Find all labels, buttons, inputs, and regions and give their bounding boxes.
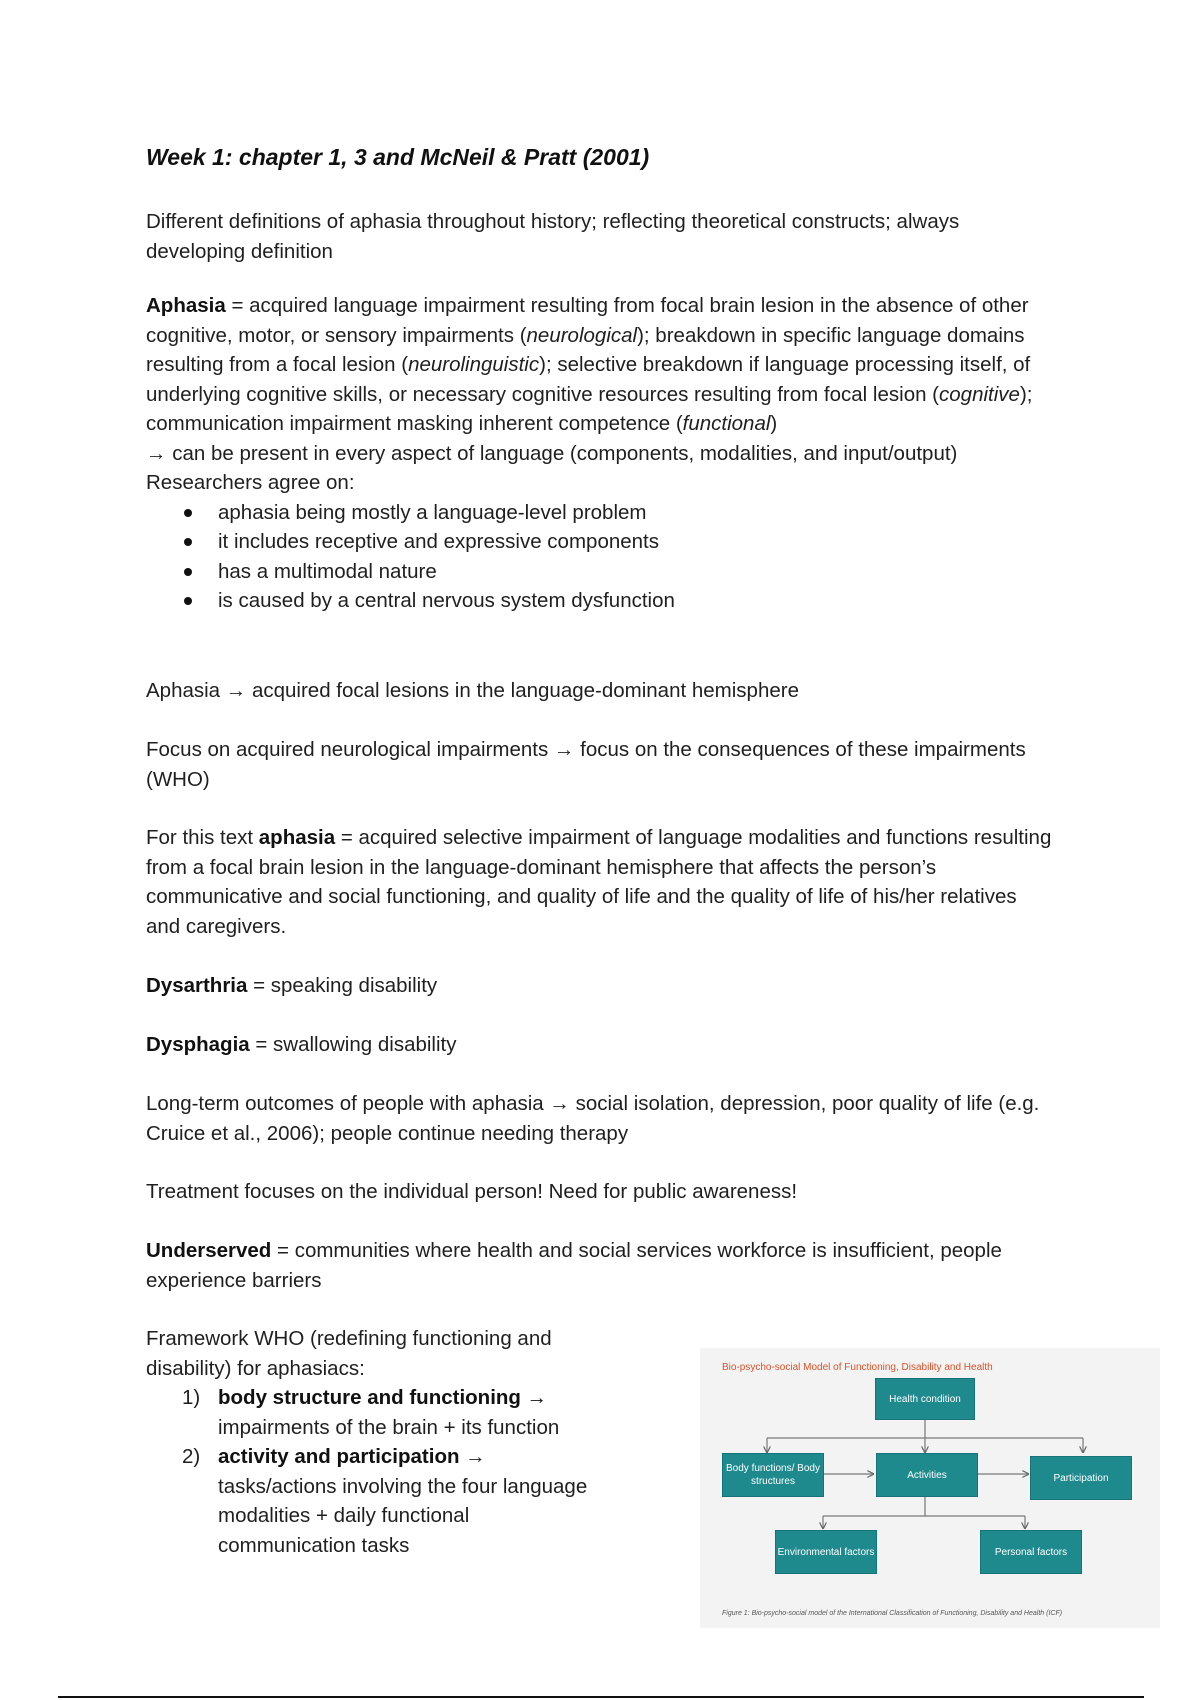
text-def-term: aphasia (258, 826, 336, 849)
focus-text: Focus on acquired neurological impairments → focus on the consequences of these impairments (WHO) (146, 738, 1026, 791)
figure-caption: Figure 1: Bio-psycho-social model of the International Classification of Functioning, Disability and Health (ICF) (722, 1610, 1063, 1617)
activities-box: Activities (876, 1453, 978, 1497)
framework-intro: Framework WHO (redefining functioning and disability) for aphasiacs: (146, 1327, 552, 1380)
dysphagia-paragraph (146, 1030, 1056, 1060)
outcomes-text: Long-term outcomes of people with aphasia → social isolation, depression, poor quality of life (e.g. Cruice et al., 2006); people continue needing therapy (146, 1092, 1040, 1145)
item-number: 2) (182, 1445, 201, 1468)
text-def-rest: = acquired selective impairment of language modalities and functions resulting from a focal brain lesion in the language-dominant hemisphere that affects the person’s communicative and social functioning, and quality of life and the quality of life of his/her relatives and caregivers. (146, 826, 1052, 938)
agree-list-item: it includes receptive and expressive components (184, 527, 1056, 557)
intro-paragraph (146, 207, 1056, 266)
framework-section (146, 1324, 606, 1560)
focal-text: Aphasia → acquired focal lesions in the language-dominant hemisphere (146, 679, 799, 702)
agree-list (146, 498, 1056, 616)
outcomes-paragraph (146, 1089, 1056, 1148)
agree-intro: Researchers agree on: (146, 471, 355, 494)
icf-model-figure (700, 1348, 1160, 1628)
text-definition-text (146, 823, 1056, 941)
page-title: Week 1: chapter 1, 3 and McNeil & Pratt (2001) (146, 144, 650, 170)
underserved-rest: = communities where health and social services workforce is insufficient, people experience barriers (146, 1239, 1002, 1292)
framework-list (146, 1383, 606, 1560)
dysphagia-text (146, 1030, 1056, 1060)
def-part-4: ); communication impairment masking inherent competence ( (146, 382, 1033, 435)
def-italic-functional: functional (682, 412, 771, 435)
figure-title: Bio-psycho-social Model of Functioning, Disability and Health (722, 1362, 993, 1373)
def-part-5: ) (770, 412, 778, 435)
item-rest: impairments of the brain + its function (218, 1415, 560, 1439)
treatment-paragraph (146, 1177, 1056, 1207)
dysarthria-text (146, 971, 1056, 1001)
underserved-term: Underserved (146, 1239, 272, 1262)
agree-list-item: is caused by a central nervous system dysfunction (184, 586, 1056, 616)
aphasia-term: Aphasia (146, 294, 226, 317)
framework-list-item (182, 1383, 606, 1442)
item-bold: activity and participation (218, 1445, 460, 1468)
environmental-factors-box: Environmental factors (775, 1530, 877, 1574)
item-bold: body structure and functioning → (218, 1386, 548, 1409)
def-part-2: ); breakdown in specific language domains resulting from a focal lesion ( (146, 323, 1025, 376)
aphasia-definition (146, 291, 1056, 616)
agree-list-item: has a multimodal nature (184, 557, 1056, 587)
agree-list-item: aphasia being mostly a language-level problem (184, 498, 1056, 528)
health-condition-box: Health condition (875, 1378, 975, 1420)
def-part-1: = acquired language impairment resulting from focal brain lesion in the absence of other cognitive, motor, or sensory impairments ( (146, 294, 1029, 347)
item-number: 1) (182, 1386, 201, 1409)
aphasia-definition-text (146, 291, 1056, 439)
def-italic-cognitive: cognitive (939, 382, 1020, 406)
def-part-3: ); selective breakdown if language processing itself, of underlying cognitive skills, or necessary cognitive resources resulting from focal lesion ( (146, 353, 1031, 406)
text-def-lead: For this text (146, 826, 259, 849)
treatment-text: Treatment focuses on the individual person! Need for public awareness! (146, 1180, 798, 1203)
dysarthria-paragraph (146, 971, 1056, 1001)
def-italic-neurolinguistic: neurolinguistic (408, 353, 540, 376)
dysarthria-rest: = speaking disability (247, 974, 438, 997)
dysarthria-term: Dysarthria (146, 974, 248, 997)
underserved-paragraph (146, 1236, 1056, 1295)
focal-paragraph (146, 676, 1056, 706)
dysphagia-rest: = swallowing disability (249, 1033, 457, 1056)
underserved-text (146, 1236, 1056, 1295)
framework-list-item (182, 1442, 606, 1560)
dysphagia-term: Dysphagia (146, 1033, 250, 1056)
body-functions-box: Body functions/ Body structures (722, 1453, 824, 1497)
text-definition (146, 823, 1056, 941)
participation-box: Participation (1030, 1456, 1132, 1500)
focus-paragraph (146, 735, 1056, 794)
def-italic-neurological: neurological (526, 323, 638, 347)
intro-text: Different definitions of aphasia throughout history; reflecting theoretical constructs; always developing definition (146, 210, 960, 263)
item-rest: → tasks/actions involving the four language modalities + daily functional communication tasks (218, 1445, 588, 1557)
personal-factors-box: Personal factors (980, 1530, 1082, 1574)
aspect-line: → can be present in every aspect of language (components, modalities, and input/output) (146, 441, 958, 465)
page-bottom-rule (58, 1696, 1144, 1698)
